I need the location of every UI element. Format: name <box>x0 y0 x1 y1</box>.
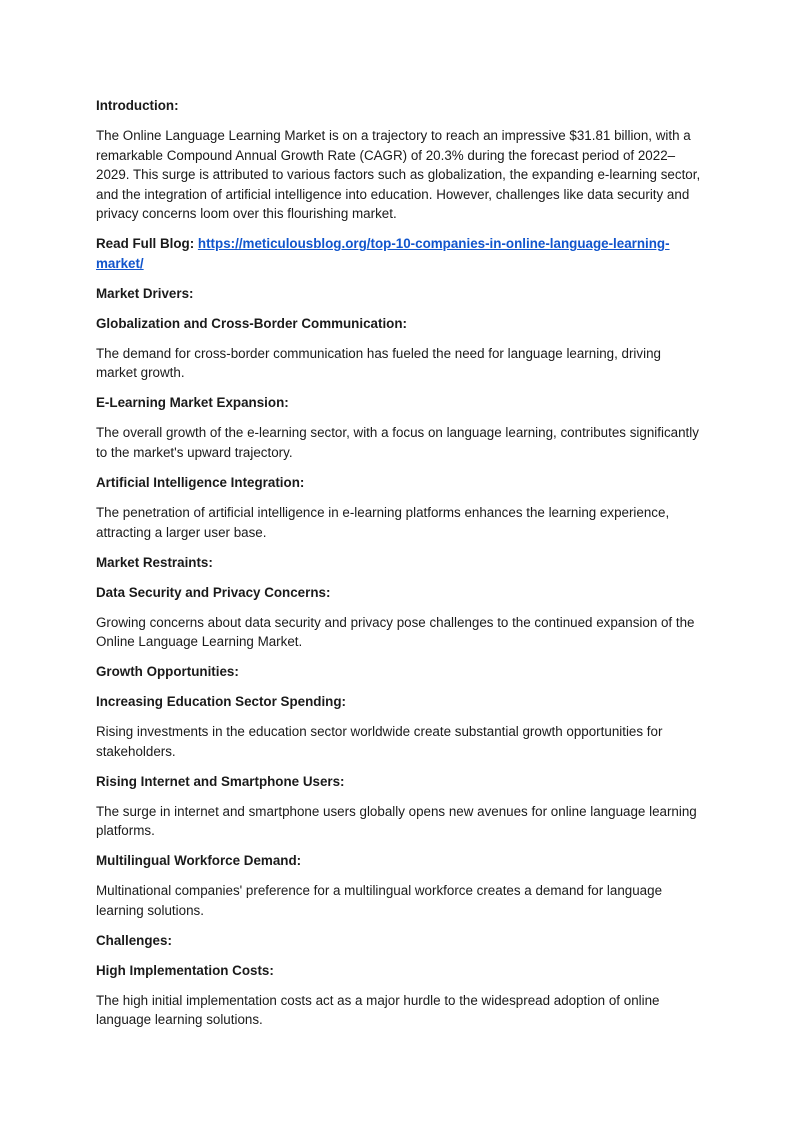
driver-ai-text: The penetration of artificial intelligence in e-learning platforms enhances the learning experience, attracting a larger user base. <box>96 505 670 540</box>
challenge-costs-heading: High Implementation Costs: <box>96 962 274 978</box>
opp-internet-users-heading: Rising Internet and Smartphone Users: <box>96 773 345 789</box>
document-body <box>96 96 702 1040</box>
restraint-data-security-heading: Data Security and Privacy Concerns: <box>96 584 331 600</box>
restraint-data-security-text: Growing concerns about data security and privacy pose challenges to the continued expansion of the Online Language Learning Market. <box>96 614 695 650</box>
read-full-blog-line <box>96 234 702 273</box>
opp-education-spending-text: Rising investments in the education sector worldwide create substantial growth opportunities for stakeholders. <box>96 724 663 759</box>
driver-globalization-heading: Globalization and Cross-Border Communication: <box>96 315 407 331</box>
opp-multilingual-text: Multinational companies' preference for a multilingual workforce creates a demand for language learning solutions. <box>96 883 663 918</box>
challenge-costs-text: The high initial implementation costs act as a major hurdle to the widespread adoption of online language learning solutions. <box>96 992 660 1028</box>
opp-internet-users-text: The surge in internet and smartphone users globally opens new avenues for online language learning platforms. <box>96 803 697 839</box>
driver-elearning-text: The overall growth of the e-learning sector, with a focus on language learning, contributes significantly to the market's upward trajectory. <box>96 425 699 461</box>
growth-opportunities-heading: Growth Opportunities: <box>96 664 239 680</box>
intro-paragraph: The Online Language Learning Market is on a trajectory to reach an impressive $31.81 billion, with a remarkable Compound Annual Growth Rate (CAGR) of 20.3% during the forecast period of 2022–2029. This surge is attributed to various factors such as globalization, the expanding e-learning sector, and the integration of artificial intelligence into education. However, challenges like data security and privacy concerns loom over this flourishing market. <box>96 127 701 222</box>
opp-multilingual-heading: Multilingual Workforce Demand: <box>96 853 302 869</box>
blog-link[interactable]: https://meticulousblog.org/top-10-companies-in-online-language-learning-market/ <box>96 236 670 271</box>
driver-ai-heading: Artificial Intelligence Integration: <box>96 475 305 491</box>
opp-education-spending-heading: Increasing Education Sector Spending: <box>96 694 346 710</box>
read-full-blog-label: Read Full Blog: <box>96 236 198 252</box>
intro-heading: Introduction: <box>96 98 179 113</box>
challenges-heading: Challenges: <box>96 932 172 948</box>
driver-globalization-text: The demand for cross-border communication has fueled the need for language learning, driving market growth. <box>96 345 661 381</box>
driver-elearning-heading: E-Learning Market Expansion: <box>96 395 289 411</box>
market-restraints-heading: Market Restraints: <box>96 554 213 570</box>
market-drivers-heading: Market Drivers: <box>96 285 194 301</box>
